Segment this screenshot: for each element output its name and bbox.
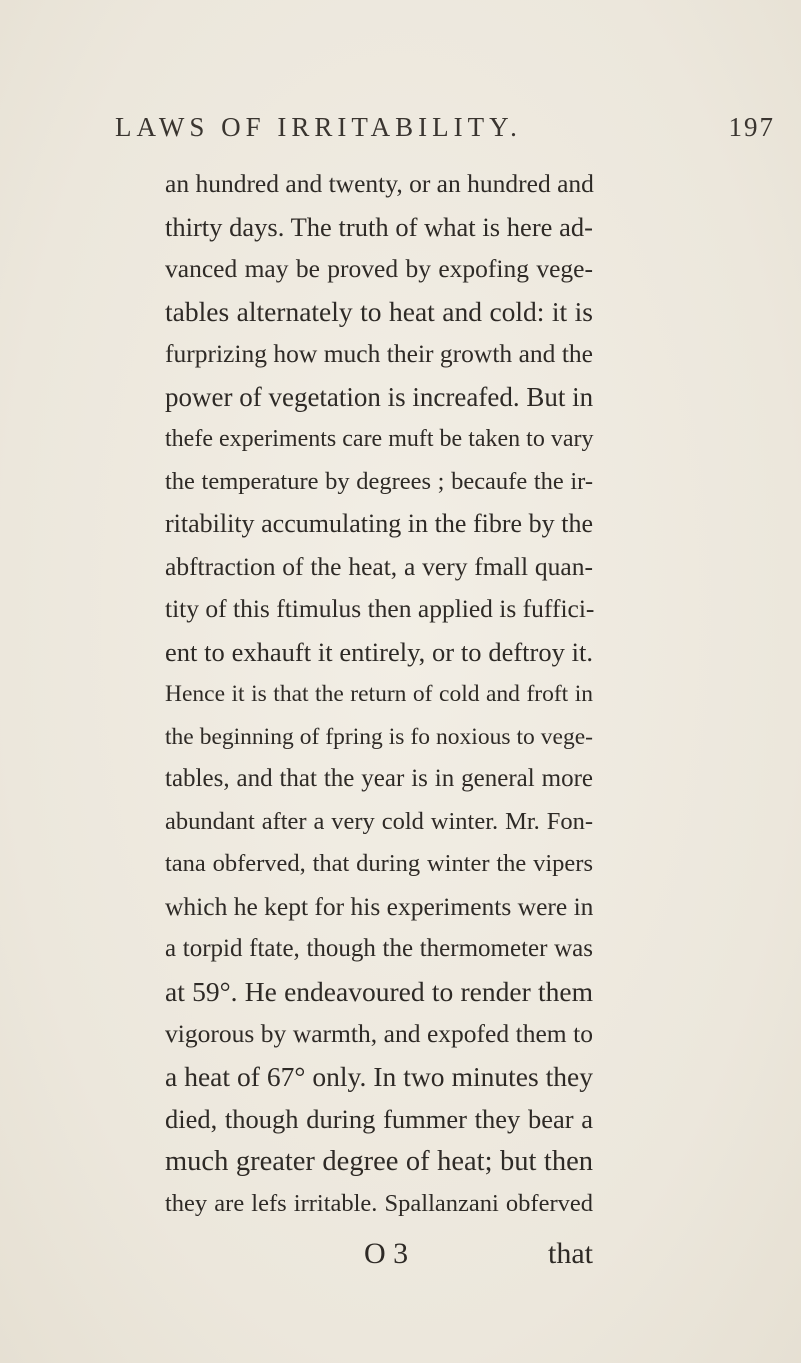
page-number: 197 xyxy=(728,112,775,142)
text-line: a heat of 67° only. In two minutes they xyxy=(165,1060,593,1092)
running-title: LAWS OF IRRITABILITY. xyxy=(115,112,522,142)
signature-mark: O 3 xyxy=(364,1237,409,1270)
running-head xyxy=(115,112,775,156)
text-line: ent to exhauft it entirely, or to deftroy it. xyxy=(165,636,593,667)
text-line: power of vegetation is increafed. But in xyxy=(165,381,594,412)
text-line: Hence it is that the return of cold and froft in xyxy=(165,681,593,707)
text-line: which he kept for his experiments were in xyxy=(165,891,594,921)
text-line: tables, and that the year is in general more xyxy=(165,765,593,792)
text-line: the beginning of fpring is fo noxious to vege- xyxy=(165,723,593,750)
text-line: tity of this ftimulus then applied is fuffici- xyxy=(165,594,595,623)
text-line: they are lefs irritable. Spallanzani obferved xyxy=(165,1190,593,1217)
text-line: the temperature by degrees ; becaufe the ir- xyxy=(165,467,593,495)
text-line: tana obferved, that during winter the vipers xyxy=(165,850,593,877)
text-line: a torpid ftate, though the thermometer was xyxy=(165,935,593,962)
text-line: thirty days. The truth of what is here ad- xyxy=(165,211,593,242)
text-line: vanced may be proved by expofing vege- xyxy=(165,254,593,283)
text-line: thefe experiments care muft be taken to vary xyxy=(165,426,594,452)
page-footer xyxy=(0,1230,801,1278)
catchword: that xyxy=(548,1237,593,1270)
text-line: vigorous by warmth, and expofed them to xyxy=(165,1019,593,1048)
text-line: abundant after a very cold winter. Mr. Fon- xyxy=(165,807,593,835)
text-line: at 59°. He endeavoured to render them xyxy=(165,975,593,1007)
text-line: tables alternately to heat and cold: it is xyxy=(165,295,593,327)
text-line: ritability accumulating in the fibre by the xyxy=(165,509,593,538)
text-line: died, though during fummer they bear a xyxy=(165,1104,593,1134)
text-line: abftraction of the heat, a very fmall quan- xyxy=(165,551,593,581)
text-line: much greater degree of heat; but then xyxy=(165,1145,593,1177)
text-line: an hundred and twenty, or an hundred and xyxy=(165,169,594,198)
text-line: furprizing how much their growth and the xyxy=(165,339,593,368)
